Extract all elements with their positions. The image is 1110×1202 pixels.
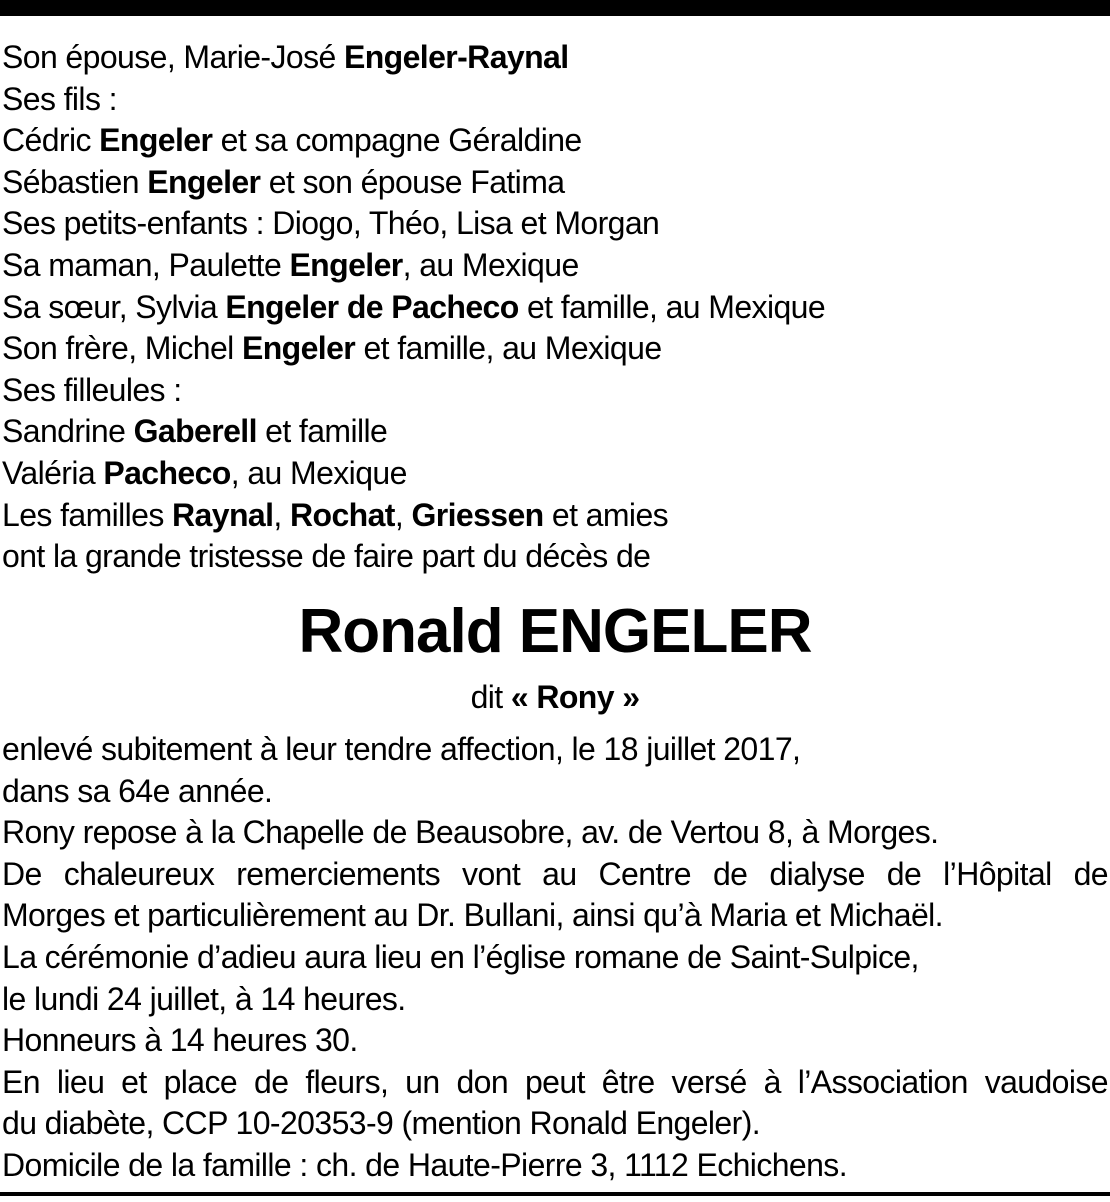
nickname: « Rony » [510,678,640,715]
family-line [2,411,1108,453]
family-line-text: Son épouse, Marie-José [2,39,344,75]
family-line-text: Sa sœur, Sylvia [2,288,226,325]
detail-line: La cérémonie d’adieu aura lieu en l’église romane de Saint-Sulpice, [2,938,919,975]
family-line [2,79,1108,121]
nickname-prefix: dit [470,678,511,715]
detail-line: En lieu et place de fleurs, un don peut être versé à l’Association vaudoise [2,1063,1108,1100]
family-line-text: , au Mexique [230,454,407,491]
family-line-surname: Gaberell [133,413,257,450]
family-line-text: Ses fils : [2,80,117,117]
detail-line: Honneurs à 14 heures 30. [2,1022,358,1059]
detail-line: enlevé subitement à leur tendre affection, le 18 juillet 2017, [2,731,801,767]
family-line [2,328,1108,370]
family-list [2,37,1108,724]
family-line [2,120,1108,162]
family-line [2,370,1108,412]
detail-line: Morges et particulièrement au Dr. Bullani, ainsi qu’à Maria et Michaël. [2,897,943,934]
families-separator: , [394,496,412,533]
families-suffix: et amies [543,496,669,533]
detail-line: De chaleureux remerciements vont au Centre de dialyse de l’Hôpital de [2,855,1108,892]
detail-line: dans sa 64e année. [2,772,273,809]
deceased-name: Ronald ENGELER [298,596,812,666]
family-line-text: et son épouse Fatima [260,163,565,200]
top-rule [0,0,1110,16]
family-name-rochat: Rochat [289,496,395,533]
family-line-text: Sandrine [2,413,134,450]
family-line [2,37,1108,79]
family-line [2,453,1108,495]
family-line [2,203,1108,245]
family-line-text: et famille [256,413,388,450]
detail-line: le lundi 24 juillet, à 14 heures. [2,980,406,1017]
family-line-text: et famille, au Mexique [518,288,826,325]
family-line-text: Ses petits-enfants : Diogo, Théo, Lisa et Morgan [2,205,660,242]
family-line-surname: Engeler [147,163,261,200]
detail-line: Rony repose à la Chapelle de Beausobre, av. de Vertou 8, à Morges. [2,814,939,851]
family-line-text: et famille, au Mexique [355,330,662,367]
family-line-surname: Engeler [99,122,213,159]
details-block [2,729,1108,1187]
intro-line: ont la grande tristesse de faire part du décès de [2,538,651,575]
families-separator: , [273,496,290,533]
family-line-surname: Engeler-Raynal [343,39,569,75]
family-line-text: et sa compagne Géraldine [212,122,582,159]
family-line-text: Cédric [2,122,100,159]
family-line-text: Valéria [2,454,104,491]
detail-line: du diabète, CCP 10-20353-9 (mention Ronald Engeler). [2,1105,761,1142]
family-line-surname: Engeler [241,330,356,367]
family-line-text: , au Mexique [402,246,579,283]
family-line-surname: Engeler [289,246,403,283]
family-line [2,287,1108,329]
families-prefix: Les familles [2,496,173,533]
family-line-surname: Pacheco [103,454,231,491]
family-name-griessen: Griessen [411,496,544,533]
family-line [2,162,1108,204]
detail-line: Domicile de la famille : ch. de Haute-Pierre 3, 1112 Echichens. [2,1146,847,1183]
family-line-text: Ses filleules : [2,371,182,408]
family-line [2,245,1108,287]
family-line-text: Sébastien [2,163,148,200]
nickname-line [2,674,1108,724]
families-line [2,495,1108,537]
family-line-text: Son frère, Michel [2,330,242,367]
family-name-raynal: Raynal [172,496,274,533]
family-line-text: Sa maman, Paulette [2,246,290,283]
bottom-rule [0,1192,1110,1196]
family-line-surname: Engeler de Pacheco [225,288,519,325]
